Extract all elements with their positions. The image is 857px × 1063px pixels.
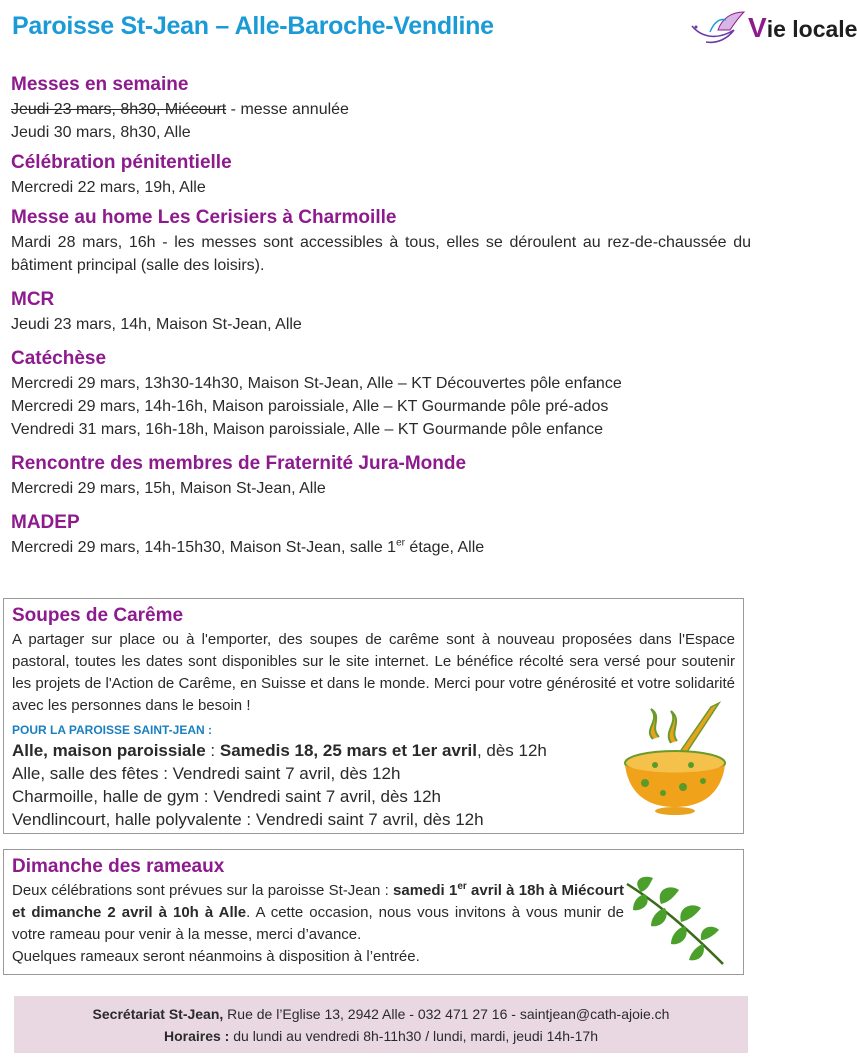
- palm-branch-icon: [619, 874, 729, 970]
- home-text: Mardi 28 mars, 16h - les messes sont accessibles à tous, elles se déroulent au rez-de-chaussée du bâtiment principal (salle des loisirs).: [11, 234, 751, 274]
- section-messes: [11, 72, 751, 144]
- catechese-line: Vendredi 31 mars, 16h-18h, Maison paroissiale, Alle – KT Gourmande pôle enfance: [11, 421, 604, 438]
- soupes-line: Alle, salle des fêtes : Vendredi saint 7 avril, dès 12h: [12, 764, 401, 783]
- rameaux-intro: Deux célébrations sont prévues sur la paroisse St-Jean :: [12, 882, 394, 899]
- footer-hours: [14, 1025, 748, 1047]
- soupes-main-sep: :: [205, 741, 220, 760]
- section-catechese: [11, 346, 751, 441]
- rameaux-note: Quelques rameaux seront néanmoins à disposition à l’entrée.: [12, 948, 420, 965]
- section-mcr: [11, 287, 751, 336]
- penitence-line: Mercredi 22 mars, 19h, Alle: [11, 179, 206, 196]
- soupes-box: [3, 598, 744, 834]
- rameaux-text: [12, 880, 624, 946]
- rameaux-box: [3, 849, 744, 975]
- footer-address-text: Rue de l’Eglise 13, 2942 Alle - 032 471 27 16 - saintjean@cath-ajoie.ch: [223, 1006, 670, 1022]
- section-title: Messe au home Les Cerisiers à Charmoille: [11, 207, 397, 228]
- mass-line: Jeudi 30 mars, 8h30, Alle: [11, 124, 191, 141]
- rameaux-sup: er: [457, 881, 467, 892]
- soupes-line: Vendlincourt, halle polyvalente : Vendredi saint 7 avril, dès 12h: [12, 810, 484, 829]
- soup-bowl-icon: [619, 699, 731, 817]
- rameaux-invite: . A cette occasion, nous vous invitons à vous munir de votre rameau pour venir à la messe, merci d’avance.: [12, 904, 625, 943]
- madep-text-end: étage, Alle: [404, 539, 485, 556]
- section-title: MADEP: [11, 512, 80, 533]
- logo-text: [748, 12, 857, 44]
- footer-label: Secrétariat St-Jean,: [92, 1006, 224, 1022]
- section-title: Rencontre des membres de Fraternité Jura-Monde: [11, 453, 467, 474]
- section-madep: [11, 510, 751, 559]
- soupes-line: Charmoille, halle de gym : Vendredi saint 7 avril, dès 12h: [12, 787, 442, 806]
- footer-hours-text: du lundi au vendredi 8h-11h30 / lundi, mardi, jeudi 14h-17h: [229, 1028, 599, 1044]
- madep-line: [11, 536, 751, 559]
- section-title: Messes en semaine: [11, 74, 189, 95]
- main-content: [11, 72, 751, 565]
- rameaux-bold-2: avril à 18h à Miécourt et dimanche 2 avril à 10h à Alle: [12, 882, 624, 921]
- soupes-title: Soupes de Carême: [12, 605, 184, 626]
- cancelled-note: - messe annulée: [226, 101, 349, 118]
- section-fraternite: [11, 451, 751, 500]
- catechese-line: Mercredi 29 mars, 14h-16h, Maison paroissiale, Alle – KT Gourmande pôle pré-ados: [11, 398, 609, 415]
- soupes-main-dates: Samedis 18, 25 mars et 1er avril: [219, 741, 477, 760]
- soupes-main-place: Alle, maison paroissiale: [12, 741, 206, 760]
- madep-text: Mercredi 29 mars, 14h-15h30, Maison St-Jean, salle 1: [11, 539, 397, 556]
- footer-address: [14, 1003, 748, 1025]
- page-header: [12, 8, 857, 48]
- footer-bar: [14, 996, 748, 1053]
- mcr-line: Jeudi 23 mars, 14h, Maison St-Jean, Alle: [11, 316, 302, 333]
- logo-letter: V: [748, 12, 767, 43]
- logo-word: ie locale: [766, 16, 857, 42]
- cancelled-mass-line: [11, 98, 751, 121]
- section-title: MCR: [11, 289, 55, 310]
- section-home: [11, 205, 751, 277]
- soupes-subtitle: POUR LA PAROISSE SAINT-JEAN :: [12, 723, 213, 737]
- catechese-line: Mercredi 29 mars, 13h30-14h30, Maison St-Jean, Alle – KT Découvertes pôle enfance: [11, 375, 622, 392]
- section-title: Catéchèse: [11, 348, 107, 369]
- soupes-text: A partager sur place ou à l'emporter, des soupes de carême sont à nouveau proposées dans l'Espace pastoral, toutes les dates sont disponibles sur le site internet. Le bénéfice récolté sera versé pour soutenir les projets de l'Action de Carême, en Suisse et dans le monde. Merci pour votre générosité et votre solidarité avec les personnes dans le besoin !: [12, 631, 735, 714]
- section-title: Célébration pénitentielle: [11, 152, 232, 173]
- rameaux-bold-1: samedi 1: [393, 882, 458, 899]
- cancelled-mass: Jeudi 23 mars, 8h30, Miécourt: [11, 101, 227, 118]
- parish-title: Paroisse St-Jean – Alle-Baroche-Vendline: [12, 12, 494, 40]
- fraternite-line: Mercredi 29 mars, 15h, Maison St-Jean, Alle: [11, 480, 326, 497]
- madep-sup: er: [396, 537, 405, 549]
- dove-icon: [688, 8, 748, 48]
- rameaux-title: Dimanche des rameaux: [12, 856, 225, 877]
- footer-hours-label: Horaires :: [163, 1028, 230, 1044]
- soupes-main-time: , dès 12h: [476, 741, 547, 760]
- section-penitence: [11, 150, 751, 199]
